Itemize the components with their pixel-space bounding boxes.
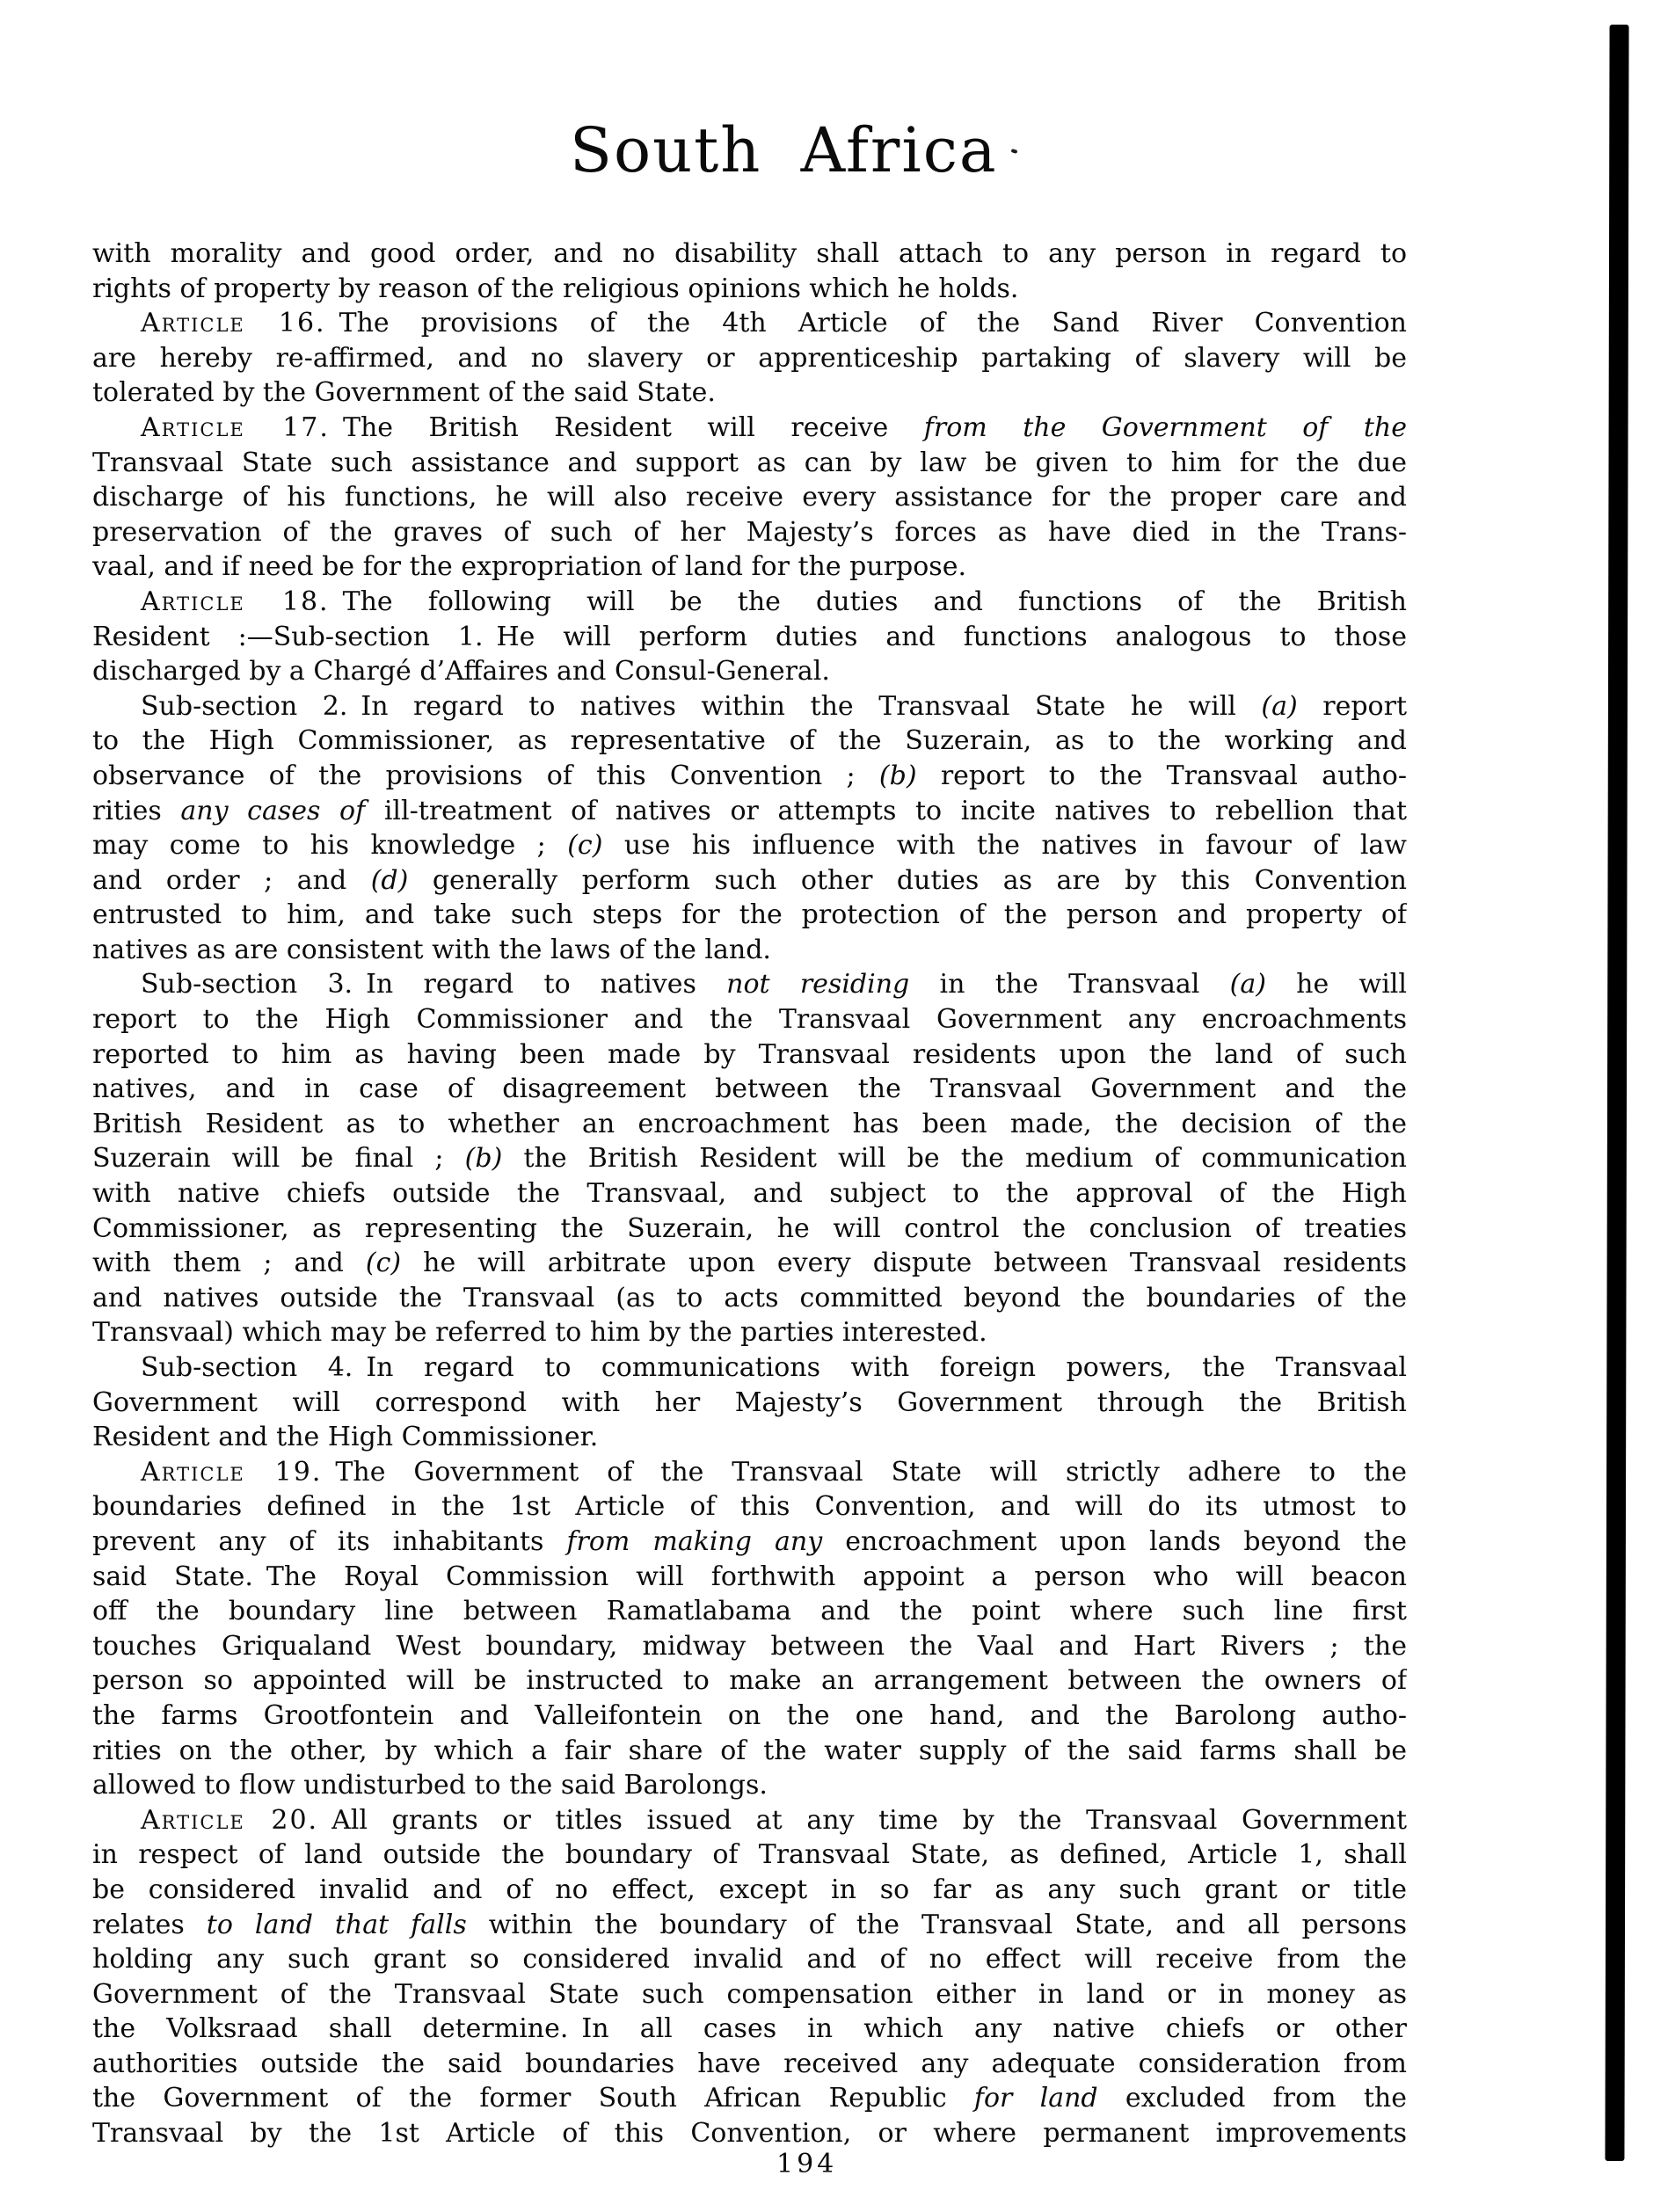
page-title: South Africa: [570, 114, 998, 186]
ink-speck: [1011, 149, 1018, 154]
text-segment: discharged by a Chargé d’Affaires and Consul-General.: [92, 656, 830, 688]
text-segment: be considered invalid and of no effect, except in so far as any such grant or title: [92, 1874, 1407, 1905]
text-segment: report to the High Commissioner and the Transvaal Government any encroachments: [92, 1004, 1407, 1036]
text-segment: All grants or titles issued at any time by the Transvaal Government: [318, 1804, 1407, 1836]
text-line: [92, 620, 1407, 655]
text-segment: encroachment upon lands beyond the: [822, 1525, 1407, 1557]
text-segment: allowed to flow undisturbed to the said Barolongs.: [92, 1770, 768, 1801]
text-line: [92, 1768, 1407, 1803]
text-segment: report to the Transvaal autho-: [916, 760, 1407, 791]
text-segment: generally perform such other duties as are by this Convention: [408, 864, 1407, 896]
text-line: [92, 1107, 1407, 1142]
text-segment: any cases of: [180, 795, 366, 826]
text-line: [92, 1629, 1407, 1664]
text-segment: (b): [464, 1143, 503, 1175]
text-segment: Suzerain will be final ;: [92, 1143, 465, 1175]
text-line: [92, 341, 1407, 376]
text-segment: British Resident as to whether an encroachment has been made, the decision of the: [92, 1108, 1407, 1139]
text-segment: from making any: [566, 1525, 823, 1557]
text-line: [92, 1386, 1407, 1421]
text-segment: Government of the Transvaal State such compensation either in land or in money as: [92, 1978, 1407, 2010]
scan-edge-artifact: [1605, 25, 1628, 2161]
text-segment: Article 16.: [141, 308, 326, 339]
text-segment: (a): [1229, 969, 1266, 1000]
page-number: 194: [776, 2149, 838, 2179]
text-segment: (b): [878, 760, 917, 791]
text-segment: Resident :—Sub-section 1. He will perform duties and functions analogous to those: [92, 621, 1407, 652]
text-segment: natives, and in case of disagreement between the Transvaal Government and the: [92, 1073, 1407, 1105]
text-line: [92, 375, 1407, 411]
text-segment: the British Resident will be the medium of communication: [502, 1143, 1407, 1175]
text-segment: Article 18.: [141, 586, 330, 617]
text-segment: rights of property by reason of the religious opinions which he holds.: [92, 273, 1019, 304]
text-segment: natives as are consistent with the laws of the land.: [92, 934, 771, 965]
text-segment: are hereby re-affirmed, and no slavery or apprenticeship partaking of slavery will be: [92, 342, 1407, 374]
text-line: [92, 1734, 1407, 1769]
text-segment: holding any such grant so considered invalid and of no effect will receive from the: [92, 1944, 1407, 1976]
text-line: [92, 1699, 1407, 1734]
text-line: [92, 1908, 1407, 1943]
text-line: [92, 1350, 1407, 1386]
text-line: [92, 1072, 1407, 1107]
text-segment: tolerated by the Government of the said State.: [92, 377, 716, 409]
text-segment: within the boundary of the Transvaal State, and all persons: [466, 1909, 1407, 1940]
text-segment: Article 20.: [141, 1804, 319, 1836]
text-segment: boundaries defined in the 1st Article of this Convention, and will do its utmost to: [92, 1491, 1407, 1523]
text-line: [92, 1977, 1407, 2012]
text-line: [92, 863, 1407, 899]
text-segment: with morality and good order, and no disability shall attach to any person in regard to: [92, 238, 1407, 269]
text-segment: not residing: [726, 969, 910, 1000]
text-line: [92, 724, 1407, 759]
text-line: [92, 794, 1407, 829]
text-line: [92, 549, 1407, 585]
text-segment: off the boundary line between Ramatlabama and the point where such line first: [92, 1596, 1407, 1627]
text-line: [92, 1594, 1407, 1629]
text-segment: he will: [1265, 969, 1407, 1000]
text-segment: discharge of his functions, he will also receive every assistance for the proper care and: [92, 482, 1407, 513]
text-segment: and order ; and: [92, 864, 371, 896]
text-segment: Transvaal State such assistance and support as can by law be given to him for the due: [92, 447, 1407, 478]
text-line: [92, 828, 1407, 863]
text-segment: Transvaal) which may be referred to him by the parties interested.: [92, 1317, 987, 1349]
text-line: [92, 1837, 1407, 1873]
text-segment: vaal, and if need be for the expropriation of land for the purpose.: [92, 551, 966, 583]
text-line: [92, 1489, 1407, 1524]
text-segment: Sub-section 3. In regard to natives: [141, 969, 727, 1000]
text-line: [92, 689, 1407, 724]
text-line: [92, 272, 1407, 307]
text-segment: with them ; and: [92, 1248, 366, 1279]
text-line: [92, 1176, 1407, 1212]
text-segment: observance of the provisions of this Convention ;: [92, 760, 879, 791]
text-line: [92, 1455, 1407, 1490]
text-segment: The provisions of the 4th Article of the Sand River Convention: [325, 308, 1407, 339]
text-line: [92, 759, 1407, 794]
text-line: [92, 1420, 1407, 1455]
page-body: [92, 236, 1407, 2151]
text-segment: may come to his knowledge ;: [92, 830, 568, 862]
text-line: [92, 515, 1407, 550]
text-segment: for land: [973, 2083, 1098, 2114]
text-segment: touches Griqualand West boundary, midway between the Vaal and Hart Rivers ; the: [92, 1630, 1407, 1662]
text-line: [92, 480, 1407, 515]
text-segment: rities: [92, 795, 181, 826]
text-segment: The Government of the Transvaal State will strictly adhere to the: [322, 1456, 1407, 1488]
text-segment: said State. The Royal Commission will forthwith appoint a person who will beacon: [92, 1561, 1407, 1592]
text-line: [92, 2012, 1407, 2047]
text-segment: report: [1297, 690, 1407, 722]
text-segment: excluded from the: [1097, 2083, 1407, 2114]
text-segment: The British Resident will receive: [329, 411, 924, 443]
text-segment: he will arbitrate upon every dispute between Transvaal residents: [401, 1248, 1407, 1279]
text-segment: Transvaal by the 1st Article of this Convention, or where permanent improvements: [92, 2118, 1407, 2150]
text-segment: the farms Grootfontein and Valleifontein on the one hand, and the Barolong autho-: [92, 1699, 1407, 1731]
text-line: [92, 2081, 1407, 2116]
text-segment: Sub-section 2. In regard to natives within the Transvaal State he will: [141, 690, 1262, 722]
text-segment: the Government of the former South African Republic: [92, 2083, 974, 2114]
text-segment: Article 19.: [141, 1456, 323, 1488]
text-line: [92, 933, 1407, 968]
text-segment: Commissioner, as representing the Suzerain, he will control the conclusion of treaties: [92, 1212, 1407, 1244]
text-line: [92, 2116, 1407, 2151]
text-segment: person so appointed will be instructed to make an arrangement between the owners of: [92, 1665, 1407, 1697]
text-segment: ill-treatment of natives or attempts to incite natives to rebellion that: [365, 795, 1407, 826]
text-line: [92, 654, 1407, 689]
text-segment: and natives outside the Transvaal (as to acts committed beyond the boundaries of the: [92, 1282, 1407, 1313]
text-line: [92, 1524, 1407, 1560]
text-segment: Sub-section 4. In regard to communications with foreign powers, the Transvaal: [141, 1352, 1407, 1383]
text-segment: preservation of the graves of such of her Majesty’s forces as have died in the Trans-: [92, 516, 1407, 548]
text-segment: reported to him as having been made by Transvaal residents upon the land of such: [92, 1038, 1407, 1070]
text-segment: rities on the other, by which a fair share of the water supply of the said farms shall be: [92, 1735, 1407, 1766]
text-line: [92, 1942, 1407, 1977]
text-line: [92, 1315, 1407, 1350]
text-line: [92, 967, 1407, 1002]
text-segment: The following will be the duties and functions of the British: [329, 586, 1407, 617]
text-line: [92, 236, 1407, 272]
text-segment: Government will correspond with her Majesty’s Government through the British: [92, 1386, 1407, 1418]
text-segment: in respect of land outside the boundary of Transvaal State, as defined, Article 1, shall: [92, 1839, 1407, 1871]
text-line: [92, 446, 1407, 481]
text-segment: use his influence with the natives in favour of law: [602, 830, 1407, 862]
text-segment: in the Transvaal: [909, 969, 1230, 1000]
text-line: [92, 2047, 1407, 2082]
text-segment: to the High Commissioner, as representative of the Suzerain, as to the working and: [92, 725, 1407, 757]
text-line: [92, 411, 1407, 446]
text-line: [92, 1281, 1407, 1316]
text-line: [92, 306, 1407, 341]
text-segment: (d): [370, 864, 409, 896]
text-segment: relates: [92, 1909, 207, 1940]
text-line: [92, 1873, 1407, 1908]
text-segment: (c): [567, 830, 603, 862]
text-line: [92, 585, 1407, 620]
text-line: [92, 1663, 1407, 1699]
text-segment: from the Government of the: [923, 411, 1407, 443]
text-segment: with native chiefs outside the Transvaal, and subject to the approval of the High: [92, 1178, 1407, 1210]
text-line: [92, 1246, 1407, 1281]
text-segment: Resident and the High Commissioner.: [92, 1422, 599, 1453]
text-line: [92, 1037, 1407, 1073]
text-line: [92, 1560, 1407, 1595]
text-segment: to land that falls: [206, 1909, 467, 1940]
text-line: [92, 1002, 1407, 1037]
text-segment: prevent any of its inhabitants: [92, 1525, 567, 1557]
text-segment: (a): [1261, 690, 1298, 722]
text-line: [92, 898, 1407, 933]
text-line: [92, 1803, 1407, 1838]
text-segment: Article 17.: [141, 411, 330, 443]
text-segment: the Volksraad shall determine. In all cases in which any native chiefs or other: [92, 2013, 1407, 2045]
text-segment: (c): [365, 1248, 402, 1279]
text-segment: entrusted to him, and take such steps for the protection of the person and property of: [92, 899, 1407, 931]
text-line: [92, 1212, 1407, 1247]
text-segment: authorities outside the said boundaries have received any adequate consideration from: [92, 2048, 1407, 2079]
text-line: [92, 1141, 1407, 1176]
